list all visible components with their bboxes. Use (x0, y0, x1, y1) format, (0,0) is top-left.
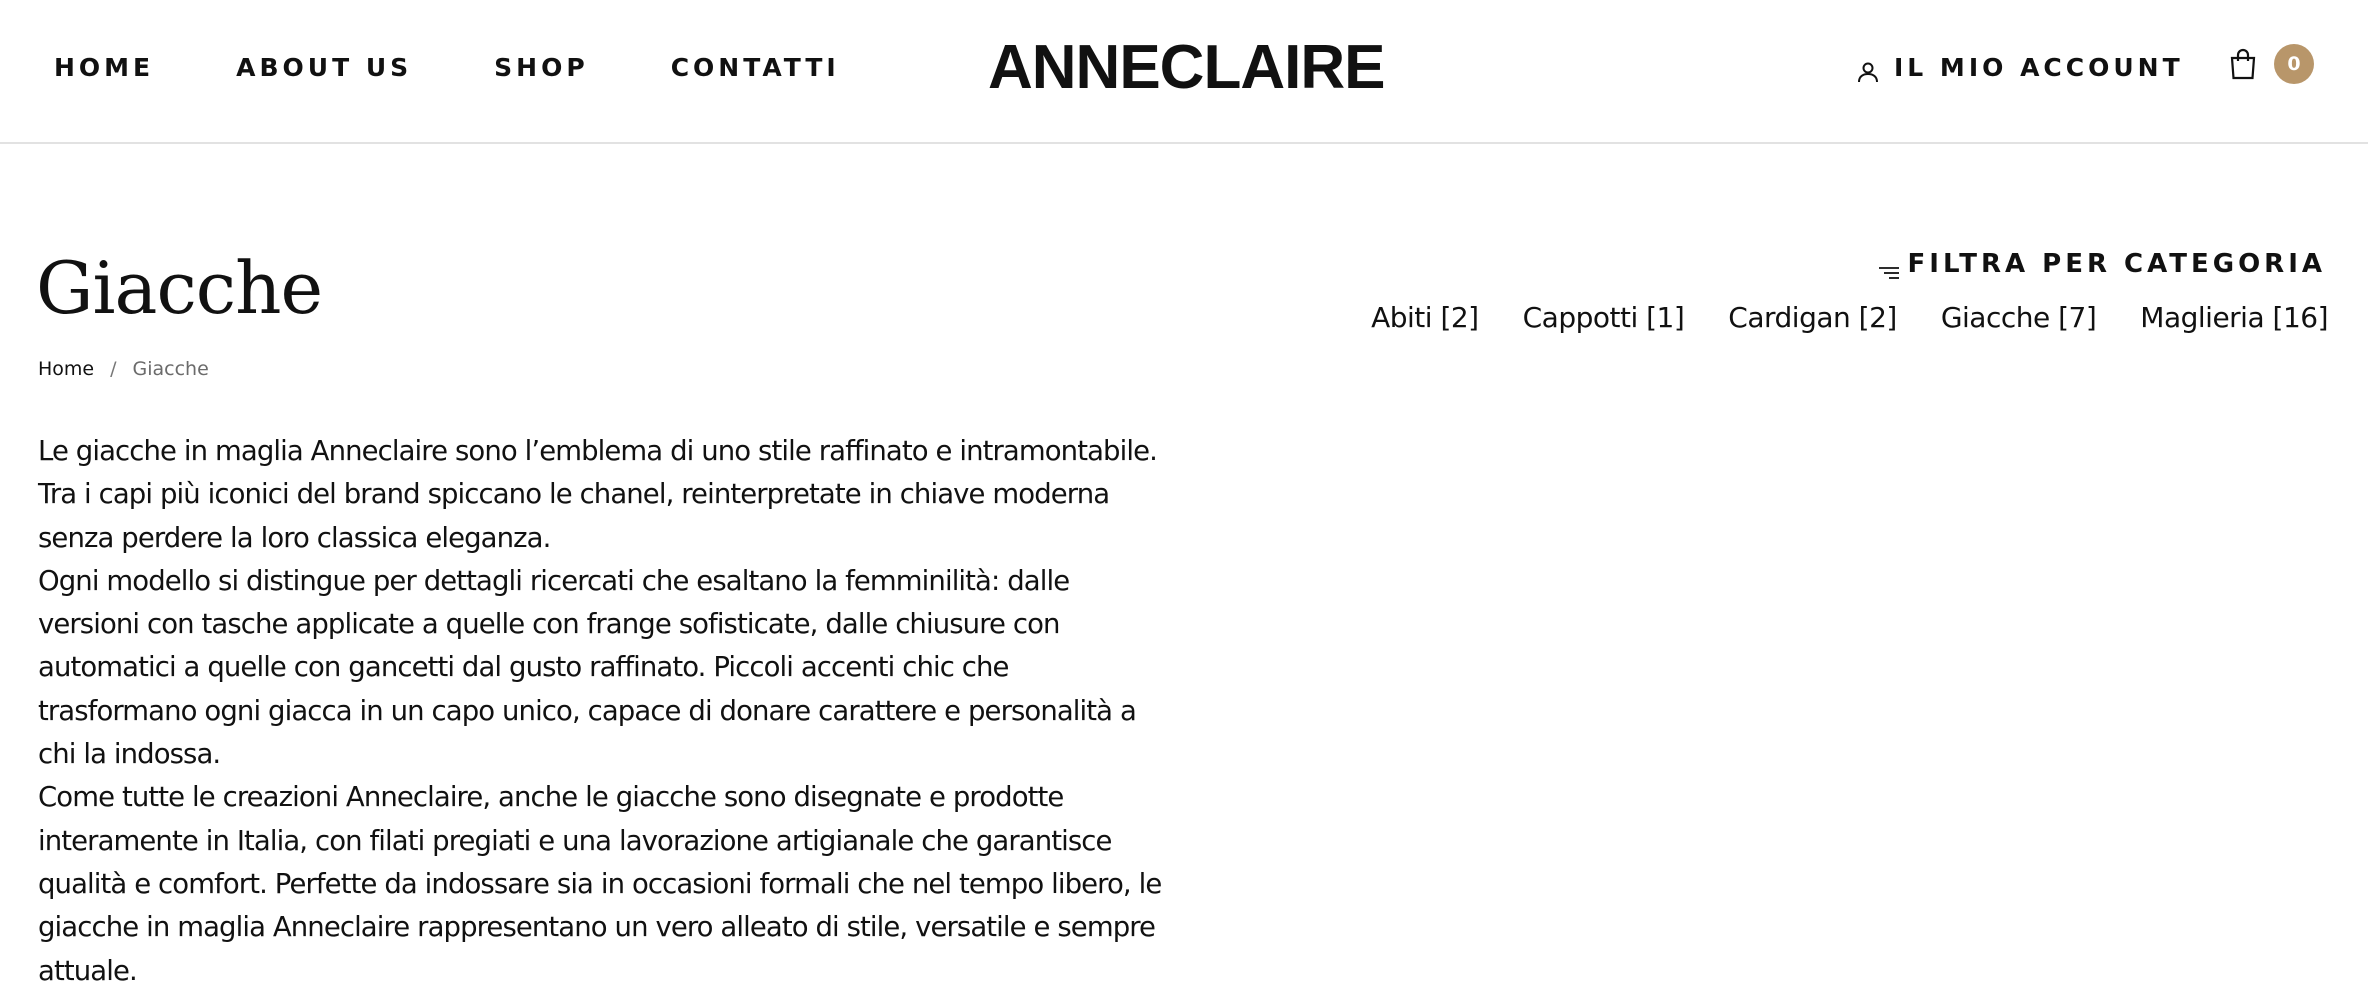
category-cappotti[interactable]: Cappotti [1] (1522, 301, 1685, 334)
user-icon (1856, 56, 1880, 80)
description-paragraph: Ogni modello si distingue per dettagli ricercati che esaltano la femminilità: dalle versioni con tasche applicate a quelle con frange sofisticate, dalle chiusure con automatici a quelle con gancetti dal gusto raffinato. Piccoli accenti chic che trasformano ogni giacca in un capo unico, capace di donare carattere e personalità a chi la indossa. (38, 564, 1136, 771)
category-cardigan[interactable]: Cardigan [2] (1728, 301, 1897, 334)
site-header (0, 0, 2368, 144)
shopping-bag-icon (2228, 48, 2258, 80)
account-link[interactable] (1856, 48, 2184, 88)
main-nav (54, 48, 840, 88)
account-label: IL MIO ACCOUNT (1894, 53, 2184, 82)
breadcrumb (38, 354, 209, 384)
nav-item-about-us[interactable]: ABOUT US (236, 53, 413, 82)
filter-heading[interactable] (1878, 244, 2326, 284)
category-abiti[interactable]: Abiti [2] (1371, 301, 1479, 334)
page-title: Giacche (36, 246, 323, 330)
category-maglieria[interactable]: Maglieria [16] (2140, 301, 2328, 334)
category-list (1371, 298, 2328, 338)
filter-heading-label: FILTRA PER CATEGORIA (1907, 249, 2326, 279)
description-paragraph: Come tutte le creazioni Anneclaire, anche le giacche sono disegnate e prodotte interamente in Italia, con filati pregiati e una lavorazione artigianale che garantisce qualità e comfort. Perfette da indossare sia in occasioni formali che nel tempo libero, le giacche in maglia Anneclaire rappresentano un vero alleato di stile, versatile e sempre attuale. (38, 781, 1162, 987)
site-logo[interactable]: ANNECLAIRE (988, 33, 1385, 102)
description-paragraph: Le giacche in maglia Anneclaire sono l’emblema di uno stile raffinato e intramontabile. Tra i capi più iconici del brand spiccano le chanel, reinterpretate in chiave moderna senza perdere la loro classica eleganza. (38, 435, 1157, 554)
breadcrumb-separator: / (110, 358, 117, 380)
nav-item-contatti[interactable]: CONTATTI (670, 53, 840, 82)
category-giacche[interactable]: Giacche [7] (1940, 301, 2097, 334)
breadcrumb-current: Giacche (132, 358, 209, 380)
nav-item-shop[interactable]: SHOP (494, 53, 589, 82)
cart-button[interactable] (2228, 44, 2314, 84)
nav-item-home[interactable]: HOME (54, 53, 155, 82)
filter-icon (1878, 255, 1900, 273)
category-description (38, 430, 1162, 993)
cart-count-badge: 0 (2274, 44, 2314, 84)
breadcrumb-home-link[interactable]: Home (38, 358, 95, 380)
